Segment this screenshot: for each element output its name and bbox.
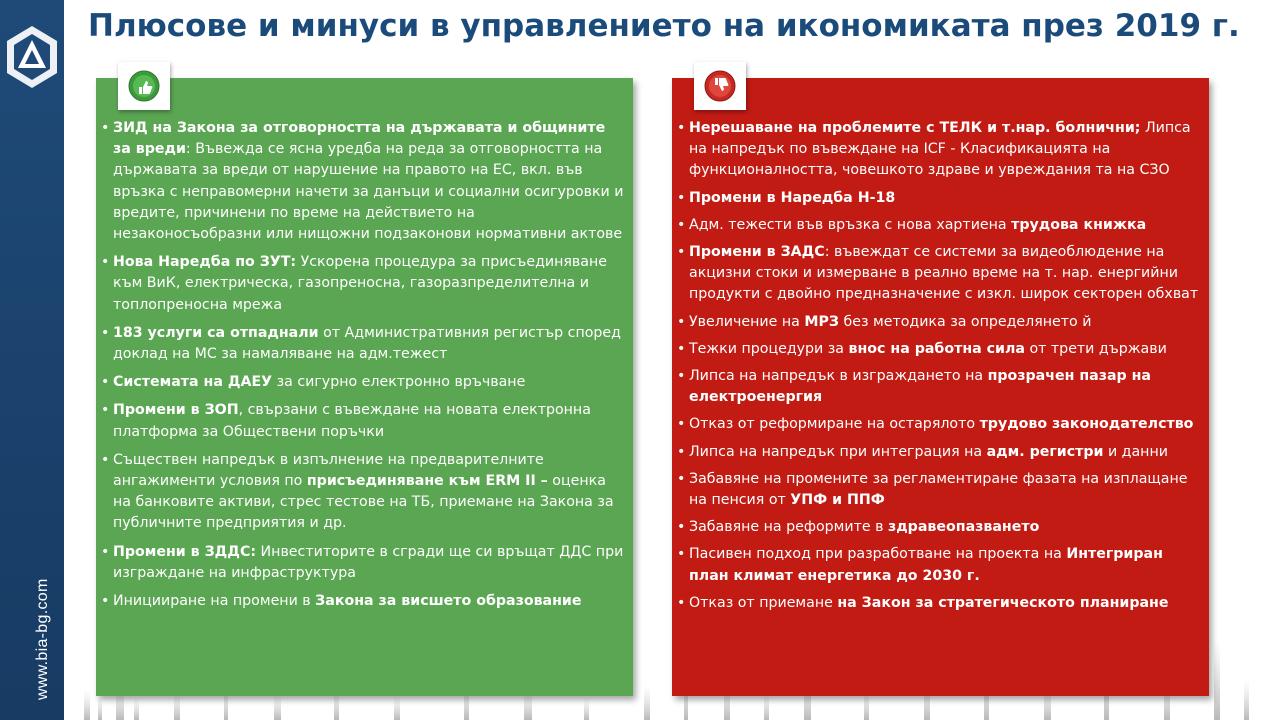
list-item: • Промени в ЗДДС: Инвеститорите в сгради ще си връщат ДДС при изграждане на инфраструктура (100, 542, 625, 584)
list-item: • Забавяне на реформите в здравеопазването (676, 517, 1203, 538)
page-title: Плюсове и минуси в управлението на икономиката през 2019 г. (88, 8, 1240, 44)
thumbs-down-icon (704, 70, 736, 102)
bia-logo-icon (4, 24, 60, 90)
site-url: www.bia-bg.com (34, 578, 51, 700)
cons-badge (694, 62, 746, 110)
pros-panel (96, 78, 633, 696)
pros-list (100, 118, 625, 619)
list-item: • Отказ от реформиране на остарялото трудово законодателство (676, 414, 1203, 435)
list-item: • Промени в ЗОП, свързани с въвеждане на новата електронна платформа за Обществени поръчки (100, 400, 625, 442)
list-item: • Забавяне на промените за регламентиране фазата на изплащане на пенсия от УПФ и ППФ (676, 469, 1203, 511)
list-item: • Адм. тежести във връзка с нова хартиена трудова книжка (676, 215, 1203, 236)
list-item: • Системата на ДАЕУ за сигурно електронно връчване (100, 372, 625, 393)
pros-badge (118, 62, 170, 110)
list-item: • 183 услуги са отпаднали от Административния регистър според доклад на МС за намаляване на адм.тежест (100, 323, 625, 365)
list-item: • Липса на напредък при интеграция на адм. регистри и данни (676, 442, 1203, 463)
list-item: • Промени в ЗАДС: въвеждат се системи за видеоблюдение на акцизни стоки и измерване в реално време на т. нар. енергийни продукти с двойно предназначение с изкл. широк секторен обхват (676, 242, 1203, 306)
list-item: • Пасивен подход при разработване на проекта на Интегриран план климат енергетика до 2030 г. (676, 544, 1203, 586)
list-item: • Увеличение на МРЗ без методика за определянето й (676, 312, 1203, 333)
cons-panel (672, 78, 1209, 696)
list-item: • Нова Наредба по ЗУТ: Ускорена процедура за присъединяване към ВиК, електрическа, газопреносна, газоразпределителна и топлопреносна мрежа (100, 252, 625, 316)
list-item: • Тежки процедури за внос на работна сила от трети държави (676, 339, 1203, 360)
cons-list (676, 118, 1203, 620)
thumbs-up-icon (128, 70, 160, 102)
list-item: • Съществен напредък в изпълнение на предварителните ангажименти условия по присъединяване към ERM II – оценка на банковите активи, стрес тестове на ТБ, приемане на Закона за публичните предприятия и др. (100, 450, 625, 535)
sidebar (0, 0, 64, 720)
list-item: • Нерешаване на проблемите с ТЕЛК и т.нар. болнични; Липса на напредък по въвеждане на ICF - Класификацията на функционалността, човешкото здраве и увреждания та на СЗО (676, 118, 1203, 182)
list-item: • Липса на напредък в изграждането на прозрачен пазар на електроенергия (676, 366, 1203, 408)
list-item: • Иницииране на промени в Закона за висшето образование (100, 591, 625, 612)
list-item: • Отказ от приемане на Закон за стратегическото планиране (676, 593, 1203, 614)
list-item: • ЗИД на Закона за отговорността на държавата и общините за вреди: Въвежда се ясна уредба на реда за отговорността на държавата за вреди от нарушение на правото на ЕС, вкл. във връзка с неправомерни начети за данъци и социални осигуровки и вредите, причинени по време на действието на незаконосъобразни или нищожни подзаконови нормативни актове (100, 118, 625, 245)
list-item: • Промени в Наредба Н-18 (676, 188, 1203, 209)
